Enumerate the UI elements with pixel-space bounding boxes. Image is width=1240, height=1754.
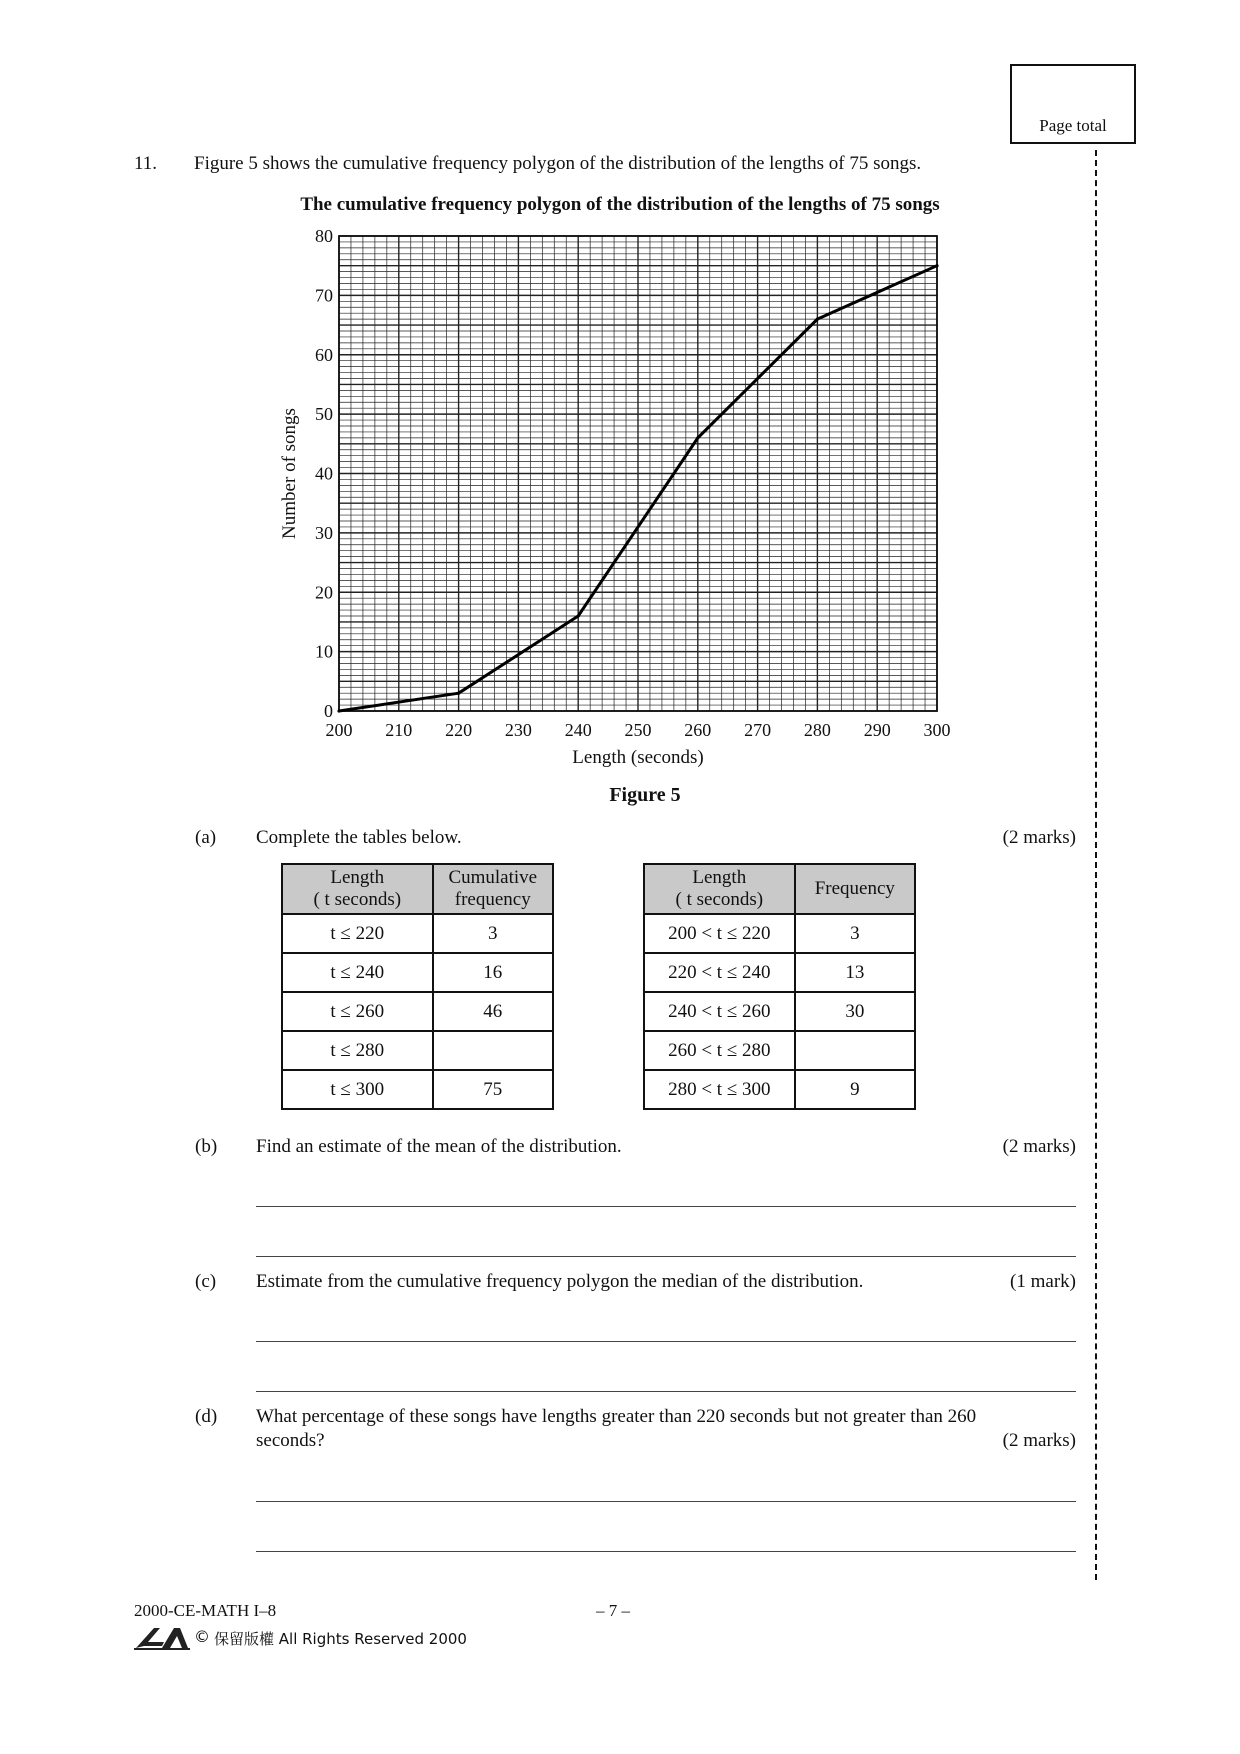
answer-line[interactable] xyxy=(256,1551,1076,1552)
part-c-marks: (1 mark) xyxy=(1010,1271,1076,1292)
question-number: 11. xyxy=(134,153,158,174)
y-tick-label: 20 xyxy=(315,582,333,603)
x-tick-label: 240 xyxy=(564,720,592,740)
length-cell: t ≤ 280 xyxy=(282,1031,433,1070)
header-length: Length ( t seconds) xyxy=(313,867,402,910)
x-tick-label: 200 xyxy=(325,720,353,740)
y-tick-label: 80 xyxy=(315,226,333,246)
answer-line[interactable] xyxy=(256,1341,1076,1342)
answer-line[interactable] xyxy=(256,1206,1076,1207)
blank-answer-cell[interactable] xyxy=(795,1031,915,1070)
part-b-label: (b) xyxy=(195,1136,218,1157)
answer-line[interactable] xyxy=(256,1501,1076,1502)
y-tick-label: 50 xyxy=(315,404,333,425)
x-tick-label: 290 xyxy=(863,720,891,740)
part-b-marks: (2 marks) xyxy=(1002,1136,1076,1157)
table-header-cell xyxy=(433,864,553,914)
part-b-text: Find an estimate of the mean of the distribution. xyxy=(256,1136,622,1157)
header-frequency: Frequency xyxy=(814,878,895,899)
figure-caption: Figure 5 xyxy=(609,784,681,806)
footer-page-number: – 7 – xyxy=(596,1601,630,1620)
length-cell: 260 < t ≤ 280 xyxy=(644,1031,795,1070)
length-cell: t ≤ 240 xyxy=(282,953,433,992)
hkeaa-logo-icon xyxy=(134,1624,190,1650)
data-point xyxy=(577,614,580,617)
y-tick-label: 10 xyxy=(315,641,333,662)
x-tick-label: 250 xyxy=(624,720,652,740)
x-axis-label: Length (seconds) xyxy=(572,747,704,768)
table-row xyxy=(282,1070,553,1109)
x-tick-label: 270 xyxy=(744,720,772,740)
value-cell: 9 xyxy=(795,1070,915,1109)
value-cell: 13 xyxy=(795,953,915,992)
value-cell: 16 xyxy=(433,953,553,992)
table-row xyxy=(282,914,553,953)
data-point xyxy=(696,436,699,439)
y-axis-label: Number of songs xyxy=(279,408,300,539)
table-row xyxy=(644,1031,915,1070)
part-a-label: (a) xyxy=(195,827,217,848)
part-c-text: Estimate from the cumulative frequency polygon the median of the distribution. xyxy=(256,1271,864,1292)
footer-code: 2000-CE-MATH I–8 xyxy=(134,1601,277,1620)
x-tick-label: 260 xyxy=(684,720,712,740)
length-cell: t ≤ 260 xyxy=(282,992,433,1031)
table-row xyxy=(282,1031,553,1070)
length-cell: 240 < t ≤ 260 xyxy=(644,992,795,1031)
part-d-marks: (2 marks) xyxy=(1002,1430,1076,1451)
table-header-row xyxy=(644,864,915,914)
length-cell: t ≤ 300 xyxy=(282,1070,433,1109)
part-d-text-line1: What percentage of these songs have lengths greater than 220 seconds but not greater than 260 xyxy=(256,1406,977,1427)
chart-title: The cumulative frequency polygon of the distribution of the lengths of 75 songs xyxy=(300,194,940,215)
table-row xyxy=(644,992,915,1031)
cumulative-frequency-table xyxy=(281,863,554,1110)
data-point xyxy=(457,692,460,695)
blank-answer-cell[interactable] xyxy=(433,1031,553,1070)
y-tick-label: 70 xyxy=(315,285,333,306)
length-cell: 200 < t ≤ 220 xyxy=(644,914,795,953)
table-row xyxy=(644,953,915,992)
data-point xyxy=(935,264,938,267)
data-point xyxy=(816,318,819,321)
part-d-text-line2: seconds? xyxy=(256,1430,325,1451)
y-tick-label: 60 xyxy=(315,344,333,365)
value-cell: 3 xyxy=(433,914,553,953)
table-header-cell xyxy=(644,864,795,914)
value-cell: 46 xyxy=(433,992,553,1031)
answer-line[interactable] xyxy=(256,1391,1076,1392)
table-row xyxy=(282,992,553,1031)
table-row xyxy=(282,953,553,992)
value-cell: 30 xyxy=(795,992,915,1031)
page-total-label: Page total xyxy=(1039,116,1107,135)
value-cell: 75 xyxy=(433,1070,553,1109)
data-point xyxy=(337,709,340,712)
value-cell: 3 xyxy=(795,914,915,953)
table-header-cell xyxy=(282,864,433,914)
table-row xyxy=(644,1070,915,1109)
length-cell: 220 < t ≤ 240 xyxy=(644,953,795,992)
part-c-label: (c) xyxy=(195,1271,217,1292)
part-d-label: (d) xyxy=(195,1406,218,1427)
frequency-table xyxy=(643,863,916,1110)
x-tick-label: 280 xyxy=(803,720,831,740)
header-length: Length ( t seconds) xyxy=(675,867,764,910)
table-row xyxy=(644,914,915,953)
y-tick-label: 0 xyxy=(324,701,333,721)
y-tick-label: 40 xyxy=(315,463,333,484)
length-cell: t ≤ 220 xyxy=(282,914,433,953)
answer-line[interactable] xyxy=(256,1256,1076,1257)
question-intro: Figure 5 shows the cumulative frequency polygon of the distribution of the lengths of 75 songs. xyxy=(194,153,922,174)
x-tick-label: 230 xyxy=(504,720,532,740)
x-tick-label: 300 xyxy=(923,720,951,740)
footer-copyright: 保留版權 All Rights Reserved 2000 xyxy=(214,1630,467,1648)
length-cell: 280 < t ≤ 300 xyxy=(644,1070,795,1109)
part-a-text: Complete the tables below. xyxy=(256,827,462,848)
cumulative-frequency-chart xyxy=(0,0,1240,800)
y-tick-label: 30 xyxy=(315,522,333,543)
part-a-marks: (2 marks) xyxy=(1002,827,1076,848)
table-header-row xyxy=(282,864,553,914)
copyright-symbol-icon: © xyxy=(194,1627,210,1646)
header-cumulative-frequency: Cumulative frequency xyxy=(448,867,538,910)
x-tick-label: 220 xyxy=(445,720,473,740)
table-header-cell xyxy=(795,864,915,914)
x-tick-label: 210 xyxy=(385,720,413,740)
